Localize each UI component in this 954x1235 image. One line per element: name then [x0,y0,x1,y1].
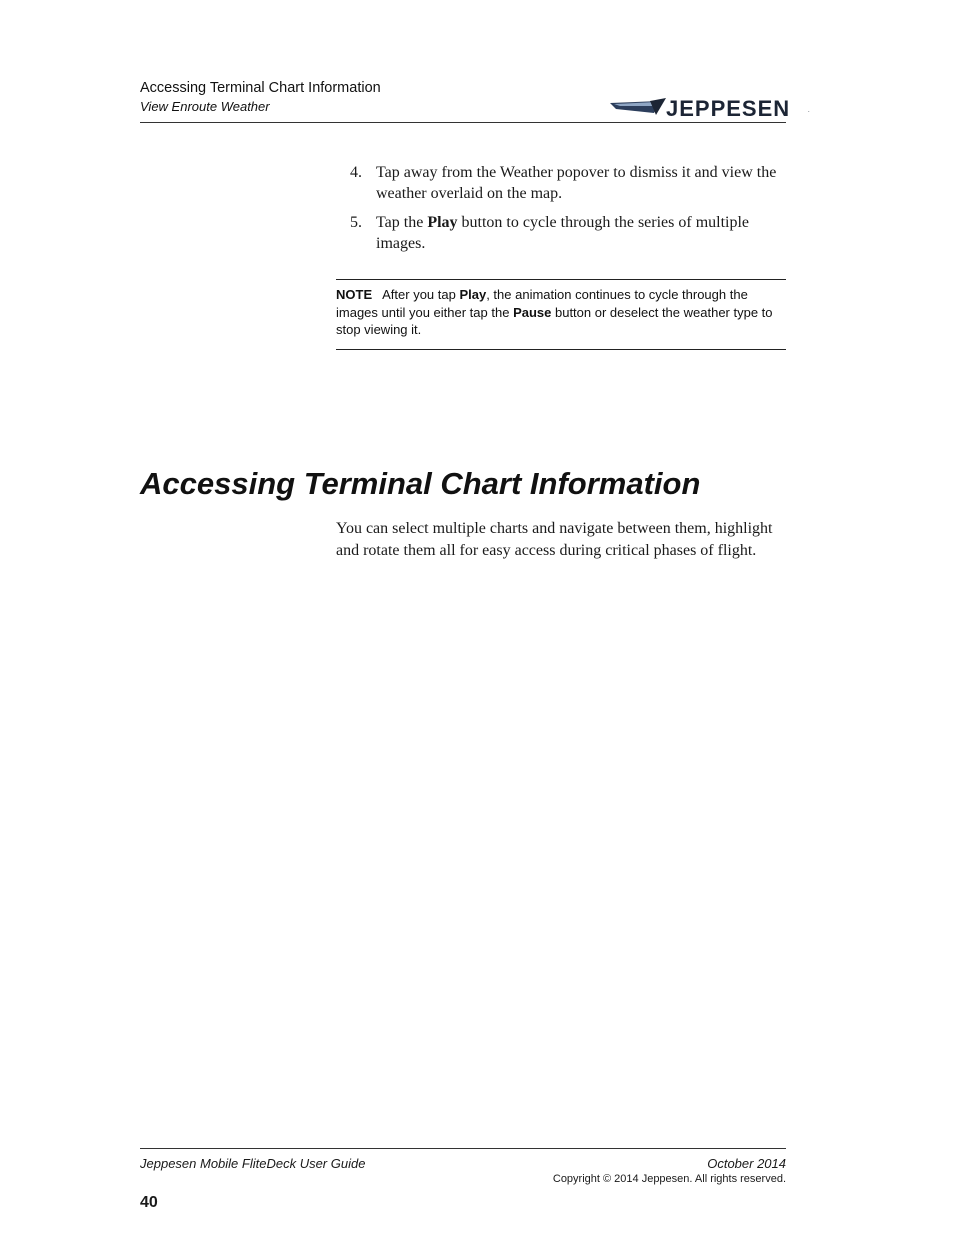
running-header-subtitle: View Enroute Weather [140,99,270,114]
step-number: 5. [350,214,362,231]
header-rule [140,122,786,123]
step-text-pre: Tap the [376,214,428,231]
note-text-1: After you tap [382,287,460,302]
footer-guide-title: Jeppesen Mobile FliteDeck User Guide [140,1156,366,1171]
step-text-post: button to cycle through the series of multiple images. [376,214,750,252]
footer-copyright: Copyright © 2014 Jeppesen. All rights reserved. [552,1173,786,1185]
step-text [376,212,790,254]
logo-wordmark: JEPPESEN [666,96,791,121]
page-number: 40 [140,1194,158,1211]
note-text-2: , the animation continues to cycle through the images until you either tap the [336,287,748,320]
note-label: NOTE [336,287,373,302]
note-play-term: Play [459,287,487,302]
note-box [336,286,786,339]
section-heading: Accessing Terminal Chart Information [140,466,701,501]
running-header-title: Accessing Terminal Chart Information [140,80,381,96]
jeppesen-logo [610,96,815,122]
step-text: Tap away from the Weather popover to dismiss it and view the weather overlaid on the map. [376,164,777,202]
note-top-rule [336,279,786,280]
list-item [350,162,790,204]
step-list [350,162,790,262]
section-body: You can select multiple charts and navigate between them, highlight and rotate them all for easy access during critical phases of flight. [336,520,773,559]
footer-date: October 2014 [707,1156,786,1171]
logo-mark: . [808,108,810,114]
footer-rule [140,1148,786,1149]
note-bottom-rule [336,349,786,350]
jeppesen-swoosh-icon [610,98,666,118]
step-number: 4. [350,164,362,181]
play-term: Play [427,214,458,231]
note-pause-term: Pause [513,304,552,320]
list-item [350,212,790,254]
note-text-3: button or deselect the weather type to stop viewing it. [336,304,773,337]
